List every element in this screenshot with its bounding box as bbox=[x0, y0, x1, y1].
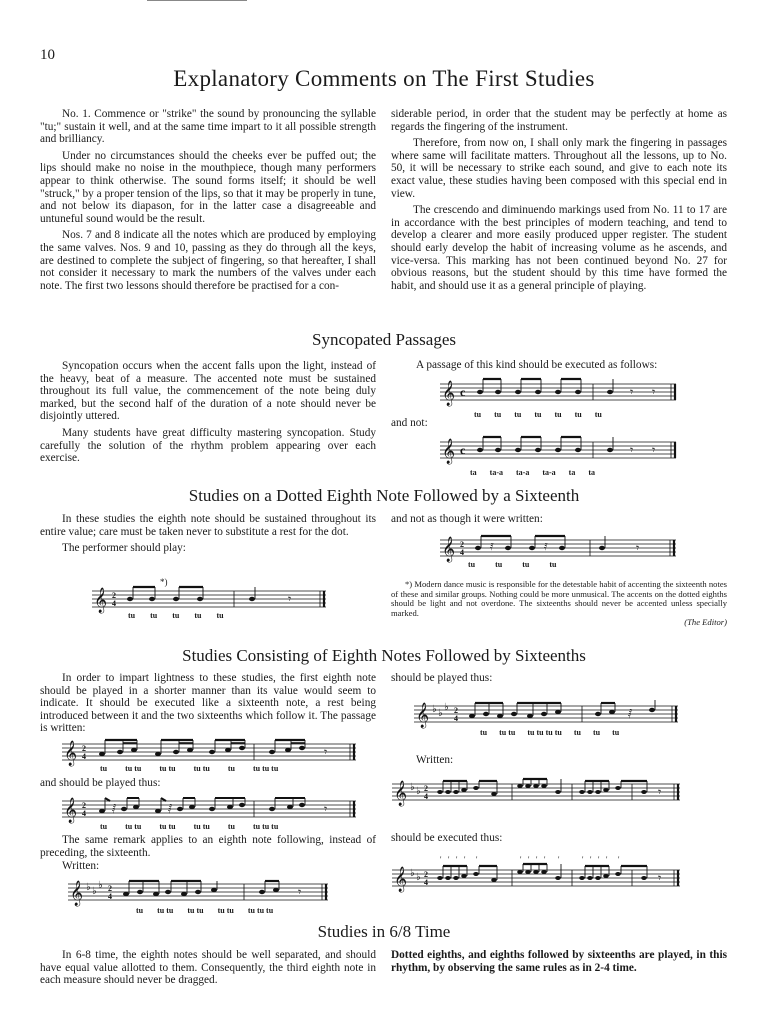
svg-text:2: 2 bbox=[424, 784, 428, 793]
syncopated-paragraph: Many students have great difficulty mastering syncopation. Study carefully the solution of the rhythm problem appearing over each exercise. bbox=[40, 426, 376, 465]
syllable: ta bbox=[568, 468, 576, 477]
heading-six-eight: Studies in 6/8 Time bbox=[317, 922, 451, 941]
syllable: tu bbox=[495, 560, 503, 569]
svg-text:4: 4 bbox=[424, 792, 428, 801]
syllable: tu bbox=[216, 611, 224, 620]
svg-text:𝄾: 𝄾 bbox=[652, 385, 656, 399]
svg-text:': ' bbox=[520, 855, 522, 864]
svg-text:♭: ♭ bbox=[92, 886, 97, 897]
svg-text:4: 4 bbox=[424, 878, 428, 887]
syllable: tu bbox=[480, 728, 488, 737]
svg-text:𝄾: 𝄾 bbox=[288, 592, 292, 606]
syllable: tu bbox=[100, 764, 108, 773]
syllable: tu tu bbox=[159, 764, 176, 773]
dotted-paragraph: The performer should play: bbox=[62, 542, 186, 555]
syllable: tu bbox=[549, 560, 557, 569]
svg-text:4: 4 bbox=[82, 809, 86, 818]
syllable: tu bbox=[594, 410, 602, 419]
syllable: ta bbox=[588, 468, 595, 477]
intro-paragraph: The crescendo and diminuendo markings used from No. 11 to 17 are in accordance with the best principles of modern teaching, and tend to develop a clearer and more easily produced upper register. The student should early develop the habit of increasing volume as he ascends, and vice-versa. This marking has not been continued beyond No. 27 for obvious reasons, but the student should by this time have formed the habit, and should use it as a general principle of playing. bbox=[391, 204, 727, 292]
svg-text:': ' bbox=[440, 855, 442, 864]
footnote-source: (The Editor) bbox=[684, 617, 727, 628]
syllable: tu bbox=[100, 822, 108, 831]
svg-text:𝄞: 𝄞 bbox=[442, 438, 456, 463]
syllables-row bbox=[470, 468, 670, 477]
svg-text:♭: ♭ bbox=[410, 868, 415, 879]
svg-text:♭: ♭ bbox=[86, 882, 91, 893]
syllable: tu bbox=[150, 611, 158, 620]
svg-text:2: 2 bbox=[112, 591, 116, 600]
svg-text:2: 2 bbox=[108, 884, 112, 893]
svg-text:♭: ♭ bbox=[432, 704, 437, 715]
svg-text:2: 2 bbox=[424, 870, 428, 879]
intro-paragraph: Nos. 7 and 8 indicate all the notes which are produced by employing the same valves. Nos. 9 and 10, passing as they do through all the keys, are destined to complete the subject of fingering, so that hereafter, I shall not consider it necessary to mark the numbers of the valves under each note. The first two lessons should therefore be practised for a con- bbox=[40, 229, 376, 292]
music-staff bbox=[392, 778, 682, 808]
syllable: tu tu tu bbox=[252, 764, 279, 773]
syllable: tu tu tu bbox=[247, 906, 274, 915]
syllable: tu tu bbox=[217, 906, 234, 915]
syllable: tu tu bbox=[125, 822, 142, 831]
intro-paragraph: Under no circumstances should the cheeks ever be puffed out; the lips should make no noise in the mouthpiece, though many performers appear to think otherwise. The sound forms itself; it should be well "struck," by a proper tension of the lips, so that it may be properly in tune, and not below its diapason, for in the latter case a disagreeable and untuneful sound would be the result. bbox=[40, 149, 376, 225]
svg-text:': ' bbox=[456, 855, 458, 864]
played-thus-label: and should be played thus: bbox=[40, 777, 161, 789]
same-remark-text bbox=[40, 834, 376, 863]
svg-text:♭: ♭ bbox=[410, 782, 415, 793]
svg-text:𝄾: 𝄾 bbox=[658, 785, 662, 799]
svg-text:2: 2 bbox=[460, 540, 464, 549]
syllable: tu tu tu bbox=[252, 822, 279, 831]
written-label-left: Written: bbox=[62, 860, 100, 872]
dotted-paragraph: In these studies the eighth note should be sustained throughout its entire value; care must be taken never to substitute a rest for the dot. bbox=[40, 513, 376, 538]
footnote bbox=[391, 580, 727, 628]
syllable: ta-a bbox=[516, 468, 530, 477]
syllable: tu tu bbox=[157, 906, 174, 915]
svg-text:𝄞: 𝄞 bbox=[64, 740, 78, 765]
svg-text:𝄞: 𝄞 bbox=[94, 587, 108, 612]
syllables-row bbox=[474, 410, 674, 419]
top-rule bbox=[147, 0, 247, 1]
dotted-right-intro: and not as though it were written: bbox=[391, 513, 543, 525]
syllable: tu bbox=[227, 764, 235, 773]
syllables-row bbox=[480, 728, 680, 737]
right-played-label: should be played thus: bbox=[391, 672, 493, 684]
svg-text:': ' bbox=[476, 855, 478, 864]
svg-text:♭: ♭ bbox=[438, 708, 443, 719]
svg-text:': ' bbox=[448, 855, 450, 864]
svg-text:4: 4 bbox=[454, 714, 458, 723]
svg-text:𝄞: 𝄞 bbox=[442, 536, 456, 561]
syllable: tu bbox=[128, 611, 136, 620]
music-staff bbox=[68, 878, 330, 908]
svg-text:': ' bbox=[606, 855, 608, 864]
intro-paragraph: siderable period, in order that the student may be perfectly at home as regards the fingering of the instrument. bbox=[391, 108, 727, 133]
footnote-marker: *) bbox=[160, 577, 168, 587]
syncopated-right-intro: A passage of this kind should be executed as follows: bbox=[416, 359, 658, 371]
svg-text:4: 4 bbox=[82, 752, 86, 761]
syllable: tu tu bbox=[499, 728, 516, 737]
syllable: tu bbox=[514, 410, 522, 419]
syllable: tu bbox=[136, 906, 144, 915]
svg-text:𝄞: 𝄞 bbox=[70, 880, 84, 905]
right-executed-label: should be executed thus: bbox=[391, 832, 503, 844]
svg-text:𝄾: 𝄾 bbox=[298, 885, 302, 899]
and-not-label: and not: bbox=[391, 417, 428, 429]
svg-text:c: c bbox=[460, 385, 466, 399]
svg-text:♭: ♭ bbox=[98, 880, 103, 891]
svg-text:𝄾: 𝄾 bbox=[324, 745, 328, 759]
music-staff bbox=[62, 795, 358, 825]
syllable: tu bbox=[554, 410, 562, 419]
svg-text:𝅁: 𝅁 bbox=[112, 803, 117, 814]
intro-right-column bbox=[391, 108, 727, 296]
syllable: tu bbox=[194, 611, 202, 620]
six-eight-left bbox=[40, 949, 376, 991]
syllables-row bbox=[128, 611, 288, 620]
svg-text:𝄞: 𝄞 bbox=[416, 702, 430, 727]
eighth-sixteenth-paragraph: In order to impart lightness to these studies, the first eighth note should be played in a shorter manner than its value would seem to indicate. It should be executed like a sixteenth note, a rest being introduced between it and the two sixteenths which follow it. The passage is written: bbox=[40, 672, 376, 735]
svg-text:2: 2 bbox=[82, 801, 86, 810]
intro-paragraph: Therefore, from now on, I shall only mark the fingering in passages where same will facilitate matters. Throughout all the lessons, up to No. 50, it will be necessary to strike each sound, and give to each note its exact value, these studies having been composed with this special end in view. bbox=[391, 137, 727, 200]
svg-text:𝄞: 𝄞 bbox=[394, 780, 408, 805]
syllable: tu bbox=[474, 410, 482, 419]
syllable: ta-a bbox=[542, 468, 556, 477]
svg-text:𝄞: 𝄞 bbox=[394, 866, 408, 891]
svg-text:𝅀: 𝅀 bbox=[490, 542, 494, 553]
svg-text:c: c bbox=[460, 443, 466, 457]
syllable: tu tu tu tu bbox=[527, 728, 562, 737]
syllable: tu bbox=[534, 410, 542, 419]
syncopated-text bbox=[40, 360, 376, 469]
intro-left-column bbox=[40, 108, 376, 296]
svg-text:': ' bbox=[528, 855, 530, 864]
svg-text:𝄾: 𝄾 bbox=[324, 802, 328, 816]
syllable: tu bbox=[612, 728, 620, 737]
svg-text:𝄾: 𝄾 bbox=[630, 443, 634, 457]
syllables-row bbox=[136, 906, 336, 915]
music-staff bbox=[392, 855, 682, 894]
syllable: tu bbox=[574, 410, 582, 419]
syllable: tu bbox=[494, 410, 502, 419]
syllable: tu bbox=[227, 822, 235, 831]
svg-text:4: 4 bbox=[108, 892, 112, 901]
syllable: ta-a bbox=[489, 468, 503, 477]
svg-text:𝄾: 𝄾 bbox=[636, 541, 640, 555]
syllable: tu tu bbox=[187, 906, 204, 915]
svg-text:': ' bbox=[464, 855, 466, 864]
page-title: Explanatory Comments on The First Studies bbox=[173, 66, 595, 91]
svg-text:𝅁: 𝅁 bbox=[628, 708, 633, 719]
eighth-sixteenth-text bbox=[40, 672, 376, 739]
svg-text:♭: ♭ bbox=[416, 872, 421, 883]
page-number: 10 bbox=[40, 47, 55, 63]
svg-text:𝄾: 𝄾 bbox=[658, 871, 662, 885]
svg-text:': ' bbox=[536, 855, 538, 864]
svg-text:4: 4 bbox=[460, 548, 464, 557]
svg-text:': ' bbox=[582, 855, 584, 864]
syllable: tu bbox=[172, 611, 180, 620]
svg-text:': ' bbox=[558, 855, 560, 864]
syllable: tu bbox=[573, 728, 581, 737]
syllable: ta bbox=[470, 468, 477, 477]
syllable: tu tu bbox=[125, 764, 142, 773]
right-written-label: Written: bbox=[416, 754, 454, 766]
heading-eighth-sixteenth: Studies Consisting of Eighth Notes Followed by Sixteenths bbox=[182, 646, 586, 665]
svg-text:': ' bbox=[618, 855, 620, 864]
svg-text:': ' bbox=[598, 855, 600, 864]
svg-text:𝄾: 𝄾 bbox=[630, 385, 634, 399]
svg-text:2: 2 bbox=[454, 706, 458, 715]
svg-text:2: 2 bbox=[82, 744, 86, 753]
syllable: tu bbox=[468, 560, 476, 569]
syllables-row bbox=[468, 560, 648, 569]
svg-text:': ' bbox=[544, 855, 546, 864]
syncopated-paragraph: Syncopation occurs when the accent falls upon the light, instead of the heavy, beat of a measure. The accented note must be sustained throughout its full value, the commencement of the note being duly marked, but the second half of the duration of a note should never be disjointly uttered. bbox=[40, 360, 376, 423]
syllable: tu tu bbox=[193, 764, 210, 773]
svg-text:𝅀: 𝅀 bbox=[544, 542, 548, 553]
svg-text:4: 4 bbox=[112, 599, 116, 608]
syllable: tu tu bbox=[159, 822, 176, 831]
syllables-row bbox=[100, 822, 360, 831]
svg-text:': ' bbox=[590, 855, 592, 864]
syllable: tu tu bbox=[193, 822, 210, 831]
svg-text:𝄞: 𝄞 bbox=[64, 797, 78, 822]
svg-text:𝄞: 𝄞 bbox=[442, 380, 456, 405]
syllables-row bbox=[100, 764, 360, 773]
six-eight-right bbox=[391, 949, 727, 978]
footnote-text: *) Modern dance music is responsible for the detestable habit of accenting the sixteenth notes of these and similar groups. Nothing could be more unmusical. The accents on the dotted eighths should be light and not overdone. The sixteenths should never be accented unless specially marked. bbox=[391, 579, 727, 618]
svg-text:♭: ♭ bbox=[416, 786, 421, 797]
dotted-text bbox=[40, 513, 376, 559]
heading-syncopated: Syncopated Passages bbox=[311, 330, 456, 349]
svg-text:𝄾: 𝄾 bbox=[652, 443, 656, 457]
syllable: tu bbox=[522, 560, 530, 569]
six-eight-paragraph: Dotted eighths, and eighths followed by sixteenths are played, in this rhythm, by observing the same rules as in 2-4 time. bbox=[391, 949, 727, 974]
intro-paragraph: No. 1. Commence or "strike" the sound by pronouncing the syllable "tu;" sustain it well, and at the same time impart to it all possible strength and brilliancy. bbox=[40, 108, 376, 146]
six-eight-paragraph: In 6-8 time, the eighth notes should be well separated, and should have equal value allotted to them. Consequently, the third eighth note in each measure should never be dragged. bbox=[40, 949, 376, 987]
svg-text:𝅁: 𝅁 bbox=[168, 803, 173, 814]
music-staff bbox=[414, 700, 680, 730]
syllable: tu bbox=[592, 728, 601, 737]
svg-text:♭: ♭ bbox=[444, 702, 449, 713]
same-remark-paragraph: The same remark applies to an eighth note following, instead of preceding, the sixteenth. bbox=[40, 834, 376, 859]
heading-dotted: Studies on a Dotted Eighth Note Followed by a Sixteenth bbox=[188, 486, 580, 505]
